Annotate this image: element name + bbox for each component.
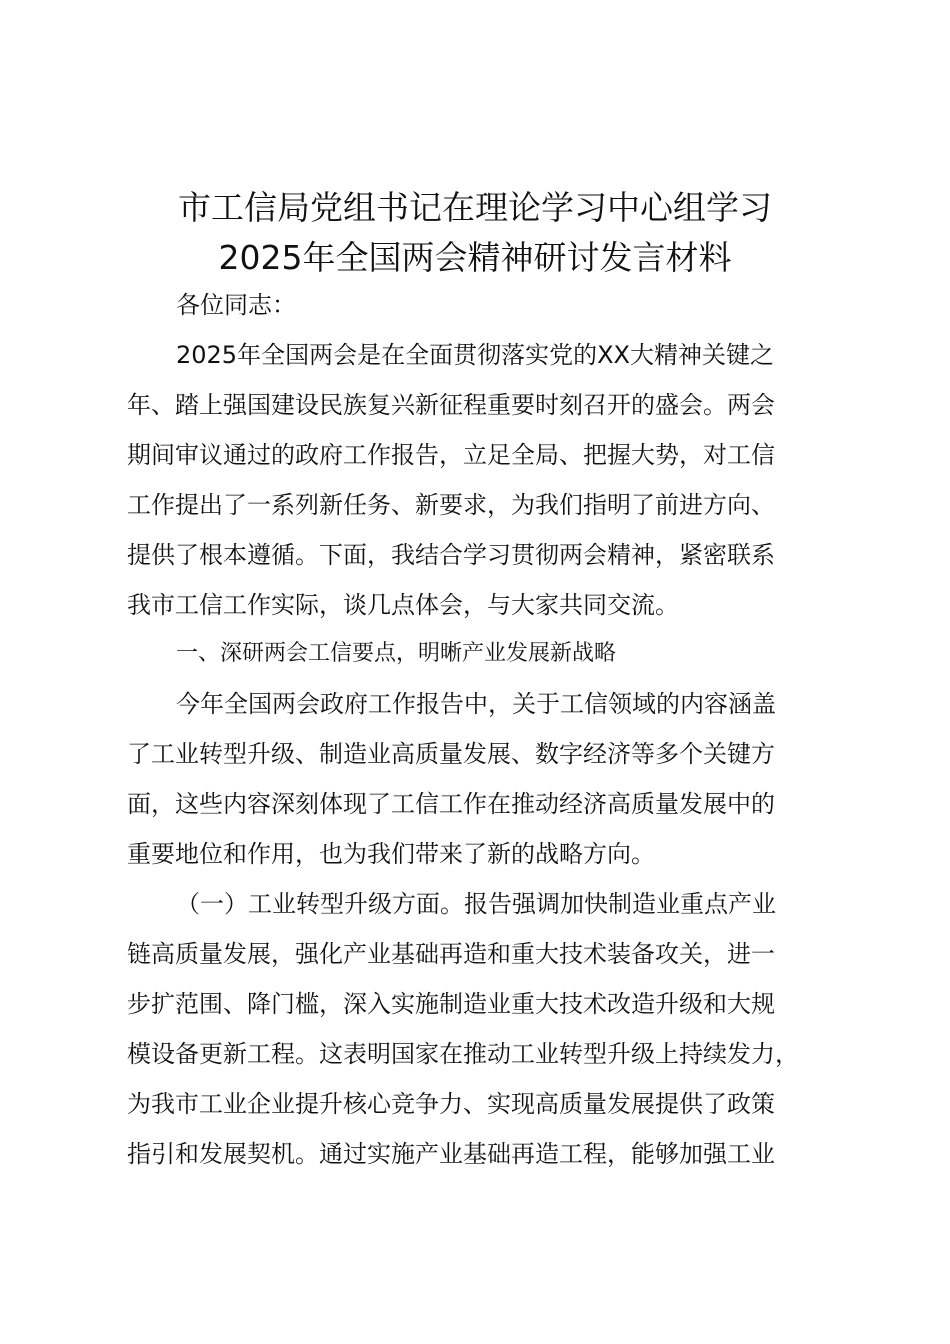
paragraph-3-line: 为我市工业企业提升核心竞争力、实现高质量发展提供了政策 <box>127 1090 775 1118</box>
paragraph-1-line: 我市工信工作实际，谈几点体会，与大家共同交流。 <box>127 591 679 619</box>
paragraph-3-line: 步扩范围、降门槛，深入实施制造业重大技术改造升级和大规 <box>127 990 775 1018</box>
salutation: 各位同志： <box>176 291 296 319</box>
paragraph-1-line: 2025年全国两会是在全面贯彻落实党的XX大精神关键之 <box>176 341 774 369</box>
paragraph-1-line: 工作提出了一系列新任务、新要求，为我们指明了前进方向、 <box>127 491 775 519</box>
paragraph-1-line: 期间审议通过的政府工作报告，立足全局、把握大势，对工信 <box>127 441 775 469</box>
paragraph-1-line: 提供了根本遵循。下面，我结合学习贯彻两会精神，紧密联系 <box>127 541 775 569</box>
paragraph-3-line: （一）工业转型升级方面。报告强调加快制造业重点产业 <box>176 890 776 918</box>
paragraph-1-line: 年、踏上强国建设民族复兴新征程重要时刻召开的盛会。两会 <box>127 391 775 419</box>
section-heading-1: 一、深研两会工信要点，明晰产业发展新战略 <box>176 641 617 666</box>
paragraph-2-line: 面，这些内容深刻体现了工信工作在推动经济高质量发展中的 <box>127 790 775 818</box>
paragraph-2-line: 今年全国两会政府工作报告中，关于工信领域的内容涵盖 <box>176 690 776 718</box>
paragraph-3-line: 模设备更新工程。这表明国家在推动工业转型升级上持续发力， <box>127 1040 799 1068</box>
paragraph-2-line: 重要地位和作用，也为我们带来了新的战略方向。 <box>127 840 655 868</box>
paragraph-3-line: 指引和发展契机。通过实施产业基础再造工程，能够加强工业 <box>127 1140 775 1168</box>
paragraph-2-line: 了工业转型升级、制造业高质量发展、数字经济等多个关键方 <box>127 740 775 768</box>
document-title-line-2: 2025年全国两会精神研讨发言材料 <box>218 238 732 277</box>
document-title-line-1: 市工信局党组书记在理论学习中心组学习 <box>178 188 772 227</box>
paragraph-3-line: 链高质量发展，强化产业基础再造和重大技术装备攻关，进一 <box>127 940 775 968</box>
